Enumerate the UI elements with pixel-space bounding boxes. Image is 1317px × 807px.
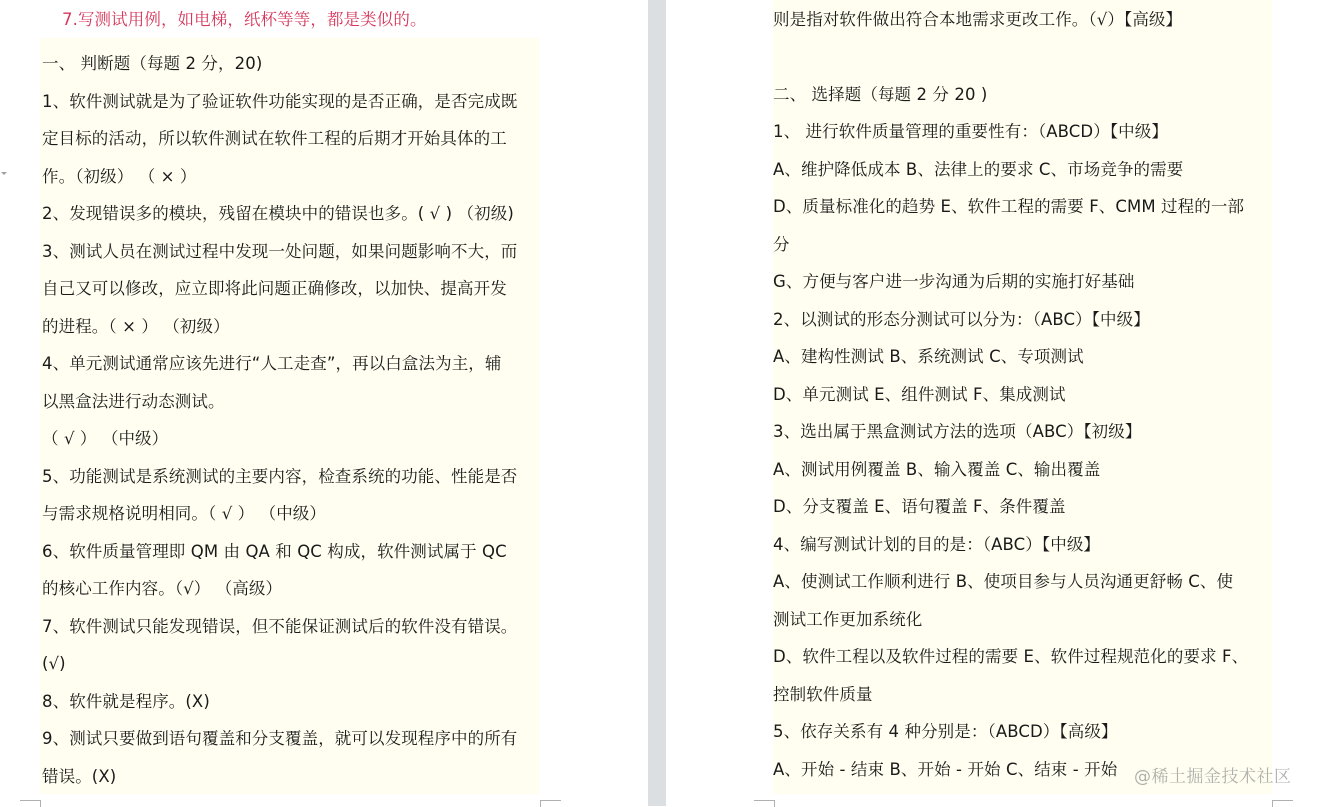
doc-line: 测试工作更加系统化 <box>773 610 923 629</box>
doc-line: D、软件工程以及软件过程的需要 E、软件过程规范化的要求 F、 <box>773 647 1249 666</box>
doc-line: 作。（初级） （ × ） <box>42 167 197 186</box>
section-heading-true-false: 一、 判断题（每题 2 分，20) <box>42 54 263 73</box>
section-heading-multiple-choice: 二、 选择题（每题 2 分 20 ) <box>773 85 988 104</box>
doc-line: (√) <box>42 654 66 673</box>
doc-line: 8、软件就是程序。(X) <box>42 692 210 711</box>
doc-line: 则是指对软件做出符合本地需求更改工作。（√）【高级】 <box>773 10 1183 29</box>
doc-line: 4、编写测试计划的目的是：（ABC）【中级】 <box>773 535 1101 554</box>
doc-line: D、质量标准化的趋势 E、软件工程的需要 F、CMM 过程的一部 <box>773 197 1245 216</box>
document-page-left <box>0 0 648 806</box>
document-page-right <box>666 0 1317 806</box>
doc-line: 1、 进行软件质量管理的重要性有：（ABCD）【中级】 <box>773 122 1168 141</box>
doc-line: 以黑盒法进行动态测试。 <box>42 392 225 411</box>
doc-line: 的进程。（ × ） （初级） <box>42 317 230 336</box>
doc-line: A、建构性测试 B、系统测试 C、专项测试 <box>773 347 1084 366</box>
paragraph-collapse-marker-icon[interactable] <box>1 172 7 175</box>
doc-line: 5、依存关系有 4 种分别是：（ABCD）【高级】 <box>773 722 1118 741</box>
doc-line: 7、软件测试只能发现错误，但不能保证测试后的软件没有错误。 <box>42 617 518 636</box>
doc-line: 2、以测试的形态分测试可以分为：（ABC）【中级】 <box>773 310 1150 329</box>
doc-line: 3、选出属于黑盒测试方法的选项（ABC）【初级】 <box>773 422 1142 441</box>
doc-line: （ √ ） （中级） <box>42 429 169 448</box>
doc-line: 分 <box>773 235 790 254</box>
doc-line: 与需求规格说明相同。（ √ ） （中级） <box>42 504 326 523</box>
doc-line: A、使测试工作顺利进行 B、使项目参与人员沟通更舒畅 C、使 <box>773 572 1234 591</box>
doc-line: 9、测试只要做到语句覆盖和分支覆盖，就可以发现程序中的所有 <box>42 729 518 748</box>
page-gutter <box>648 0 666 806</box>
doc-line: D、分支覆盖 E、语句覆盖 F、条件覆盖 <box>773 497 1066 516</box>
doc-line: 3、测试人员在测试过程中发现一处问题，如果问题影响不大，而 <box>42 242 518 261</box>
doc-line: 控制软件质量 <box>773 685 873 704</box>
doc-line: D、单元测试 E、组件测试 F、集成测试 <box>773 385 1066 404</box>
doc-line: G、方便与客户进一步沟通为后期的实施打好基础 <box>773 272 1135 291</box>
doc-line: 的核心工作内容。（√） （高级） <box>42 579 283 598</box>
watermark: @稀土掘金技术社区 <box>1134 767 1292 787</box>
doc-line: 自己又可以修改，应立即将此问题正确修改，以加快、提高开发 <box>42 279 507 298</box>
doc-line: 5、功能测试是系统测试的主要内容，检查系统的功能、性能是否 <box>42 467 518 486</box>
doc-line: 6、软件质量管理即 QM 由 QA 和 QC 构成，软件测试属于 QC <box>42 542 507 561</box>
doc-line: 定目标的活动，所以软件测试在软件工程的后期才开始具体的工 <box>42 129 507 148</box>
text-highlight-region <box>40 38 540 794</box>
note-title: 7.写测试用例，如电梯，纸杯等等，都是类似的。 <box>62 10 427 29</box>
doc-line: 1、软件测试就是为了验证软件功能实现的是否正确，是否完成既 <box>42 92 518 111</box>
doc-line: A、维护降低成本 B、法律上的要求 C、市场竞争的需要 <box>773 160 1184 179</box>
doc-line: A、开始 - 结束 B、开始 - 开始 C、结束 - 开始 <box>773 760 1118 779</box>
doc-line: 错误。(X) <box>42 767 117 786</box>
doc-line: 2、发现错误多的模块，残留在模块中的错误也多。( √ ) （初级) <box>42 204 514 223</box>
doc-line: A、测试用例覆盖 B、输入覆盖 C、输出覆盖 <box>773 460 1101 479</box>
doc-line: 4、单元测试通常应该先进行“人工走查”，再以白盒法为主，辅 <box>42 354 502 373</box>
